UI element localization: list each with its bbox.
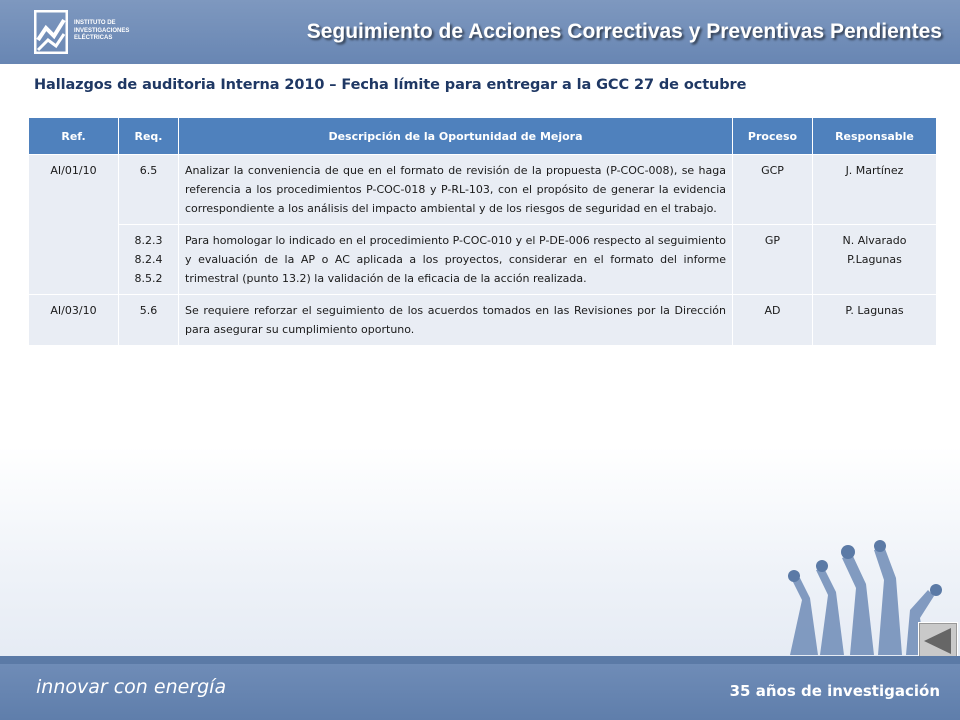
cell-responsable (813, 295, 937, 346)
logo-line: ELÉCTRICAS (74, 35, 113, 41)
responsable-value: J. Martínez (845, 164, 904, 177)
col-header-req: Req. (119, 118, 179, 155)
table-row (29, 155, 937, 225)
req-value: 8.5.2 (134, 272, 163, 285)
header-banner (0, 0, 960, 64)
col-header-description: Descripción de la Oportunidad de Mejora (179, 118, 733, 155)
footer-divider (0, 656, 960, 664)
responsable-value: N. Alvarado (842, 234, 907, 247)
footer-banner (0, 664, 960, 720)
logo-line: INVESTIGACIONES (74, 27, 130, 34)
req-value: 6.5 (139, 164, 158, 177)
logo-line: INSTITUTO DE (74, 20, 116, 26)
slide-title: Seguimiento de Acciones Correctivas y Preventivas Pendientes (306, 20, 942, 43)
col-header-responsable: Responsable (813, 118, 937, 155)
cell-proceso: AD (733, 295, 813, 346)
req-value: 5.6 (139, 304, 158, 317)
cell-description: Se requiere reforzar el seguimiento de los acuerdos tomados en las Revisiones por la Dirección para asegurar su cumplimiento oportuno. (179, 295, 733, 346)
responsable-value: P.Lagunas (847, 253, 902, 266)
cell-req (119, 225, 179, 295)
back-arrow-icon (919, 623, 957, 659)
responsable-value: P. Lagunas (845, 304, 904, 317)
cell-responsable (813, 155, 937, 225)
req-value: 8.2.4 (134, 253, 163, 266)
cell-proceso: GCP (733, 155, 813, 225)
cell-description: Analizar la conveniencia de que en el formato de revisión de la propuesta (P-COC-008), se haga referencia a los procedimientos P-COC-018 y P-RL-103, con el propósito de generar la evidencia correspondiente a los análisis del impacto ambiental y de los riesgos de seguridad en el trabajo. (179, 155, 733, 225)
cell-ref: AI/01/10 (29, 155, 119, 295)
table-header-row (29, 118, 937, 155)
cell-req (119, 295, 179, 346)
cell-responsable (813, 225, 937, 295)
back-button[interactable] (918, 622, 958, 660)
footer-slogan: innovar con energía (36, 676, 227, 698)
table-row (29, 295, 937, 346)
findings-table (28, 117, 937, 346)
slide-subtitle: Hallazgos de auditoria Interna 2010 – Fecha límite para entregar a la GCC 27 de octubre (34, 77, 747, 93)
logo-text (74, 20, 164, 43)
institution-logo (34, 10, 154, 54)
req-value: 8.2.3 (134, 234, 163, 247)
cell-proceso: GP (733, 225, 813, 295)
col-header-ref: Ref. (29, 118, 119, 155)
table-row (29, 225, 937, 295)
iie-logo-icon (34, 10, 68, 54)
cell-ref: AI/03/10 (29, 295, 119, 346)
footer-anniversary: 35 años de investigación (729, 682, 940, 700)
cell-req (119, 155, 179, 225)
col-header-proceso: Proceso (733, 118, 813, 155)
cell-description: Para homologar lo indicado en el procedimiento P-COC-010 y el P-DE-006 respecto al seguimiento y evaluación de la AP o AC aplicada a los proyectos, considerar en el formato del informe trimestral (punto 13.2) la validación de la eficacia de la acción realizada. (179, 225, 733, 295)
